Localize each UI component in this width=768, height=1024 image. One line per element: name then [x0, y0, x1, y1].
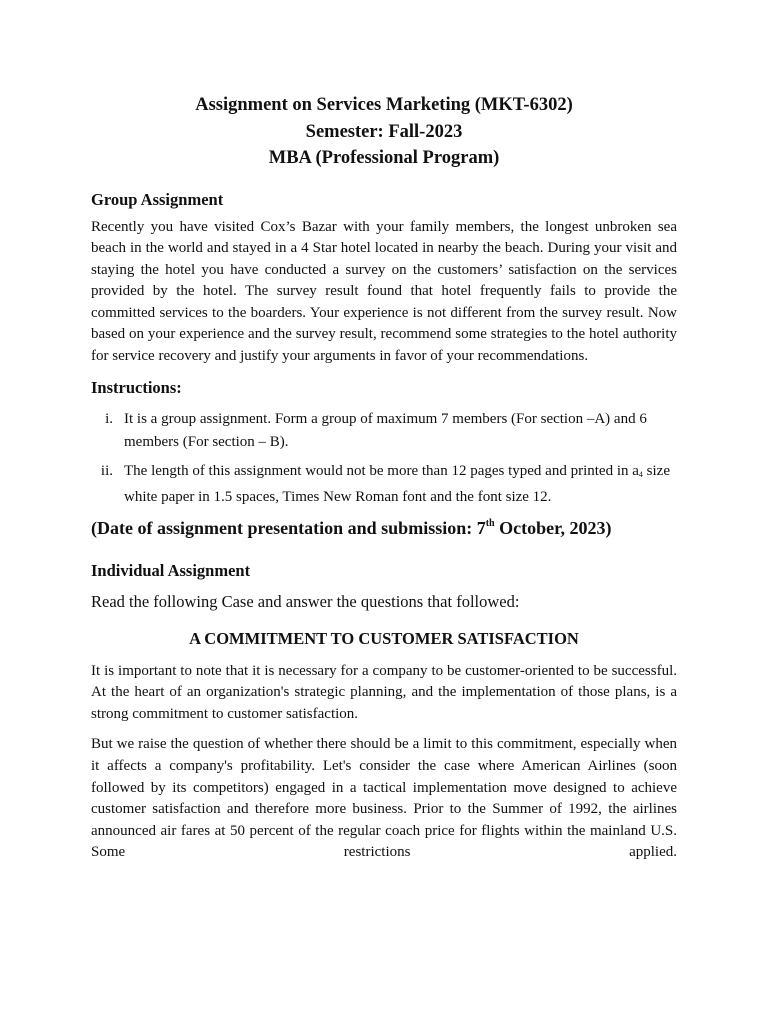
document-title [91, 92, 677, 172]
read-case-instruction: Read the following Case and answer the questions that followed: [91, 591, 520, 611]
title-semester: Semester: Fall-2023 [305, 121, 463, 142]
title-course: Assignment on Services Marketing (MKT-6302) [195, 95, 573, 115]
submission-date-note [91, 516, 677, 540]
document-page [91, 92, 677, 864]
individual-assignment-heading: Individual Assignment [91, 560, 251, 580]
paper-size-subscript: 4 [638, 469, 643, 479]
instruction-item [91, 460, 677, 509]
date-note-pre: (Date of assignment presentation and submission: 7 [91, 517, 486, 538]
group-assignment-paragraph: Recently you have visited Cox’s Bazar with your family members, the longest unbroken sea beach in the world and stayed in a 4 Star hotel located in nearby the beach. During your visit and staying the hotel you have conducted a survey on the customers’ satisfaction on the services provided by the hotel. The survey result found that hotel frequently fails to provide the committed services to the boarders. Your experience is not different from the survey result. Now based on your experience and the survey result, recommend some strategies to the hotel authority for service recovery and justify your arguments in favor of your recommendations. [91, 218, 677, 365]
instruction-item [91, 408, 677, 454]
title-program: MBA (Professional Program) [268, 148, 500, 168]
instruction-number: i. [105, 410, 113, 427]
instruction-text-post: size white paper in 1.5 spaces, Times New Roman font and the font size 12. [124, 462, 670, 505]
case-paragraph-2: But we raise the question of whether there should be a limit to this commitment, especially when it affects a company's profitability. Let's consider the case where American Airlines (soon followed by its competitors) engaged in a tactical implementation move designed to achieve customer satisfaction and therefore more business. Prior to the Summer of 1992, the airlines announced air fares at 50 percent of the regular coach price for flights within the mainland U.S. Some restrictions applied. [91, 736, 677, 861]
instruction-text-pre: The length of this assignment would not be more than 12 pages typed and printed in a [124, 462, 639, 479]
instruction-number: ii. [100, 462, 113, 479]
instructions-list [91, 408, 677, 509]
instruction-text: It is a group assignment. Form a group of maximum 7 members (For section –A) and 6 members (For section – B). [124, 410, 647, 450]
instructions-heading: Instructions: [91, 377, 182, 397]
case-paragraph-1: It is important to note that it is necessary for a company to be customer-oriented to be successful. At the heart of an organization's strategic planning, and the implementation of those plans, is a strong commitment to customer satisfaction. [91, 662, 677, 722]
case-title: A COMMITMENT TO CUSTOMER SATISFACTION [189, 628, 579, 648]
group-assignment-heading: Group Assignment [91, 189, 224, 209]
date-note-sup: th [485, 517, 495, 529]
date-note-post: October, 2023) [494, 517, 612, 538]
